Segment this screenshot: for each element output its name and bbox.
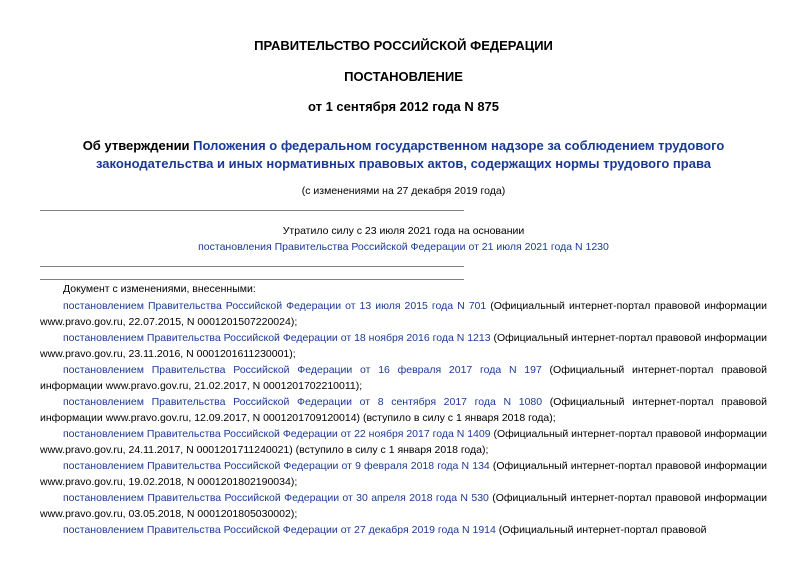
list-item [40,522,767,538]
document-title [40,137,767,173]
list-item [40,490,767,522]
title-prefix: Об утверждении [82,138,194,153]
list-item [40,394,767,426]
amendment-link[interactable]: постановлением Правительства Российской Федерации от 18 ноября 2016 года N 1213 [63,332,491,344]
changes-header: Документ с изменениями, внесенными: [63,283,256,295]
amended-note: (с изменениями на 27 декабря 2019 года) [301,185,506,197]
list-item [40,426,767,458]
amendment-link[interactable]: постановлением Правительства Российской Федерации от 22 ноября 2017 года N 1409 [63,428,491,440]
list-item [40,298,767,330]
amendment-details: (Официальный интернет-портал правовой информации www.pravo.gov.ru, 21.02.2017, N 0001201702210011); [40,364,767,392]
amendment-link[interactable]: постановлением Правительства Российской Федерации от 9 февраля 2018 года N 134 [63,460,490,472]
list-item [40,330,767,362]
list-item [40,458,767,490]
divider [40,210,464,211]
amendment-link[interactable]: постановлением Правительства Российской Федерации от 13 июля 2015 года N 701 [63,300,487,312]
divider [40,266,464,267]
amendment-details: (Официальный интернет-портал правовой информации www.pravo.gov.ru, 24.11.2017, N 0001201711240021) (вступило в силу с 1 января 2018 года); [40,428,767,456]
amendment-details: (Официальный интернет-портал правовой информации www.pravo.gov.ru, 03.05.2018, N 0001201805030002); [40,492,767,520]
lost-force-text: Утратило силу с 23 июля 2021 года на основании [282,225,525,237]
lost-force-notice [0,223,807,255]
title-link[interactable]: Положения о федеральном государственном надзоре за соблюдением трудового законодательства и иных нормативных правовых актов, содержащих нормы трудового права [95,138,725,171]
list-item [40,362,767,394]
amendment-details: (Официальный интернет-портал правовой информации www.pravo.gov.ru, 22.07.2015, N 0001201507220024); [40,300,767,328]
lost-force-link[interactable]: постановления Правительства Российской Федерации от 21 июля 2021 года N 1230 [198,241,609,253]
changes-list [40,298,767,538]
amendment-details: (Официальный интернет-портал правовой информации www.pravo.gov.ru, 19.02.2018, N 0001201802190034); [40,460,767,488]
divider [40,279,464,280]
amendment-link[interactable]: постановлением Правительства Российской Федерации от 8 сентября 2017 года N 1080 [63,396,543,408]
amendment-details: (Официальный интернет-портал правовой [495,524,707,536]
amendment-details: (Официальный интернет-портал правовой информации www.pravo.gov.ru, 23.11.2016, N 0001201611230001); [40,332,767,360]
document-kind: ПОСТАНОВЛЕНИЕ [344,69,463,84]
amendment-link[interactable]: постановлением Правительства Российской Федерации от 16 февраля 2017 года N 197 [63,364,542,376]
amendment-link[interactable]: постановлением Правительства Российской Федерации от 27 декабря 2019 года N 1914 [63,524,496,536]
amendment-details: (Официальный интернет-портал правовой информации www.pravo.gov.ru, 12.09.2017, N 0001201709120014) (вступило в силу с 1 января 2018 года); [40,396,767,424]
government-heading: ПРАВИТЕЛЬСТВО РОССИЙСКОЙ ФЕДЕРАЦИИ [254,38,553,53]
amendment-link[interactable]: постановлением Правительства Российской Федерации от 30 апреля 2018 года N 530 [63,492,489,504]
document-date-number: от 1 сентября 2012 года N 875 [307,99,500,114]
